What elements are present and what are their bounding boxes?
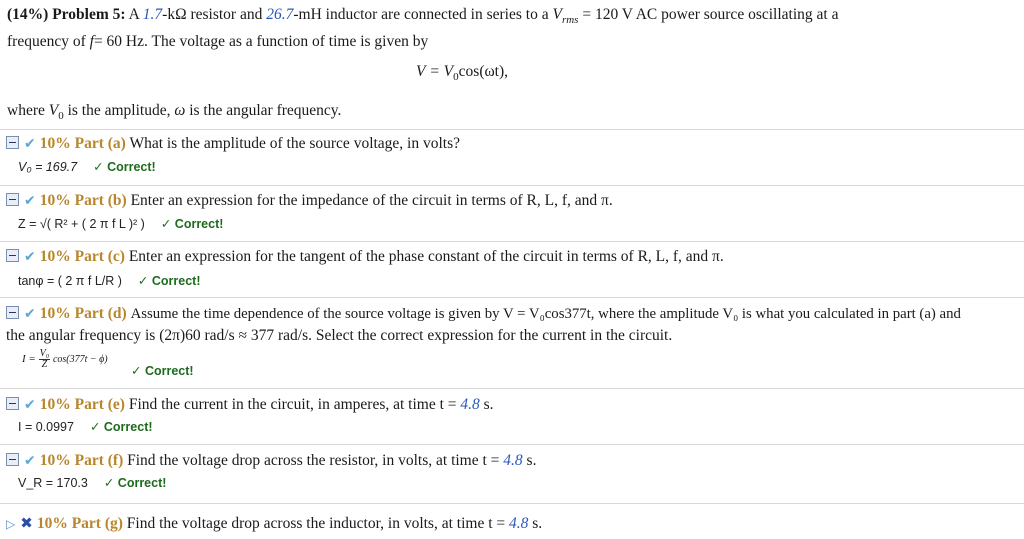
part-b-status: ✓ Correct! (160, 217, 224, 231)
f-symbol: f (89, 33, 94, 51)
separator (0, 185, 1024, 186)
part-d-label: 10% Part (d) (39, 305, 127, 322)
part-e-header[interactable] (6, 395, 494, 415)
check-icon: ✔ (24, 136, 36, 152)
part-d-status-row (131, 362, 194, 380)
part-a-answer: V₀ = 169.7 (18, 160, 78, 174)
collapse-icon[interactable] (6, 397, 19, 410)
problem-weight: (14%) (7, 6, 49, 23)
part-f-status: ✓ Correct! (103, 476, 167, 490)
part-b-label: 10% Part (b) (39, 192, 127, 209)
part-g-header[interactable] (6, 513, 542, 534)
part-d-answer-fraction: $\frac{\text{V₀}}{Z}$ (39, 348, 50, 370)
collapse-icon[interactable] (6, 306, 19, 319)
vrms-symbol: $V_{rms}$ (552, 6, 579, 27)
x-icon: ✖ (20, 514, 33, 532)
part-d-question-line2: the angular frequency is (2π)60 rad/s ≈ 377 rad/s. Select the correct expression for the current in the circuit. (6, 327, 673, 344)
part-d-question-line1: Assume the time dependence of the source voltage is given by V = V₀cos377t, where the amplitude V₀ is what you calculated in part (a) and (130, 306, 961, 322)
resistor-value: 1.7 (142, 6, 163, 23)
check-icon: ✔ (24, 397, 36, 413)
part-f-answer-row (18, 474, 166, 492)
problem-text-c: -mH inductor are connected in series to a (293, 6, 549, 23)
part-d-header[interactable] (6, 304, 961, 324)
collapse-icon[interactable] (6, 453, 19, 466)
part-b-header[interactable] (6, 191, 613, 211)
separator (0, 503, 1024, 504)
part-d-status: ✓ Correct! (131, 364, 194, 378)
part-e-question-end: s. (483, 396, 494, 413)
part-f-time: 4.8 (503, 452, 523, 469)
part-e-answer: I = 0.0997 (18, 420, 74, 434)
check-icon: ✔ (24, 306, 36, 322)
part-c-question: Enter an expression for the tangent of the phase constant of the circuit in terms of R, L, f, and π. (128, 248, 724, 265)
part-c-header[interactable] (6, 247, 724, 267)
part-f-answer: V_R = 170.3 (18, 476, 88, 490)
part-d-answer-row (22, 349, 108, 370)
part-g-time: 4.8 (509, 515, 529, 532)
part-a-status: ✓ Correct! (93, 160, 156, 174)
part-g-question-end: s. (532, 515, 543, 532)
voltage-equation: $V = V_0\cos(\omega t)$, (416, 63, 509, 84)
part-b-answer-row (18, 215, 223, 233)
part-f-question: Find the voltage drop across the resistor, in volts, at time t = (127, 452, 500, 469)
part-e-time: 4.8 (460, 396, 480, 413)
problem-line-2: frequency of f= 60 Hz. The voltage as a function of time is given by (7, 33, 429, 51)
part-a-label: 10% Part (a) (39, 135, 126, 152)
collapse-icon[interactable] (6, 193, 19, 206)
check-icon: ✔ (24, 193, 36, 209)
part-g-question: Find the voltage drop across the inductor, in volts, at time t = (126, 515, 506, 532)
part-f-question-end: s. (526, 452, 537, 469)
problem-statement (7, 4, 1017, 52)
problem-line-1 (7, 4, 1017, 31)
collapse-icon[interactable] (6, 136, 19, 149)
separator (0, 388, 1024, 389)
part-g-label: 10% Part (g) (36, 515, 123, 532)
where-line: where $V_0$ is the amplitude, ω is the angular frequency. (7, 102, 342, 123)
part-c-answer-row (18, 272, 201, 290)
part-e-status: ✓ Correct! (89, 420, 153, 434)
part-a-answer-row (18, 158, 156, 176)
separator (0, 129, 1024, 130)
expand-icon[interactable]: ▷ (6, 517, 16, 531)
part-c-answer: tanφ = ( 2 π f L/R ) (18, 274, 122, 288)
part-b-answer: Z = √( R² + ( 2 π f L )² ) (18, 217, 145, 231)
part-f-header[interactable] (6, 451, 536, 471)
check-icon: ✔ (24, 249, 36, 265)
inductor-value: 26.7 (266, 6, 294, 23)
separator (0, 297, 1024, 298)
part-e-label: 10% Part (e) (39, 396, 125, 413)
problem-text-a: A (128, 6, 139, 23)
part-b-question: Enter an expression for the impedance of the circuit in terms of R, L, f, and π. (130, 192, 613, 209)
part-e-question: Find the current in the circuit, in amperes, at time t = (128, 396, 457, 413)
part-f-label: 10% Part (f) (39, 452, 124, 469)
separator (0, 444, 1024, 445)
part-a-question: What is the amplitude of the source voltage, in volts? (129, 135, 461, 152)
problem-text-d: = 120 V AC power source oscillating at a (582, 6, 839, 23)
part-e-answer-row (18, 418, 153, 436)
part-a-header[interactable] (6, 134, 460, 154)
collapse-icon[interactable] (6, 249, 19, 262)
problem-title: Problem 5: (52, 6, 126, 23)
part-c-label: 10% Part (c) (39, 248, 125, 265)
part-d-answer-lhs: I = (22, 353, 36, 366)
check-icon: ✔ (24, 453, 36, 469)
part-c-status: ✓ Correct! (137, 274, 201, 288)
problem-text-b: -kΩ resistor and (162, 6, 263, 23)
separator (0, 241, 1024, 242)
part-d-answer-rhs: cos(377t − ϕ) (52, 354, 108, 366)
